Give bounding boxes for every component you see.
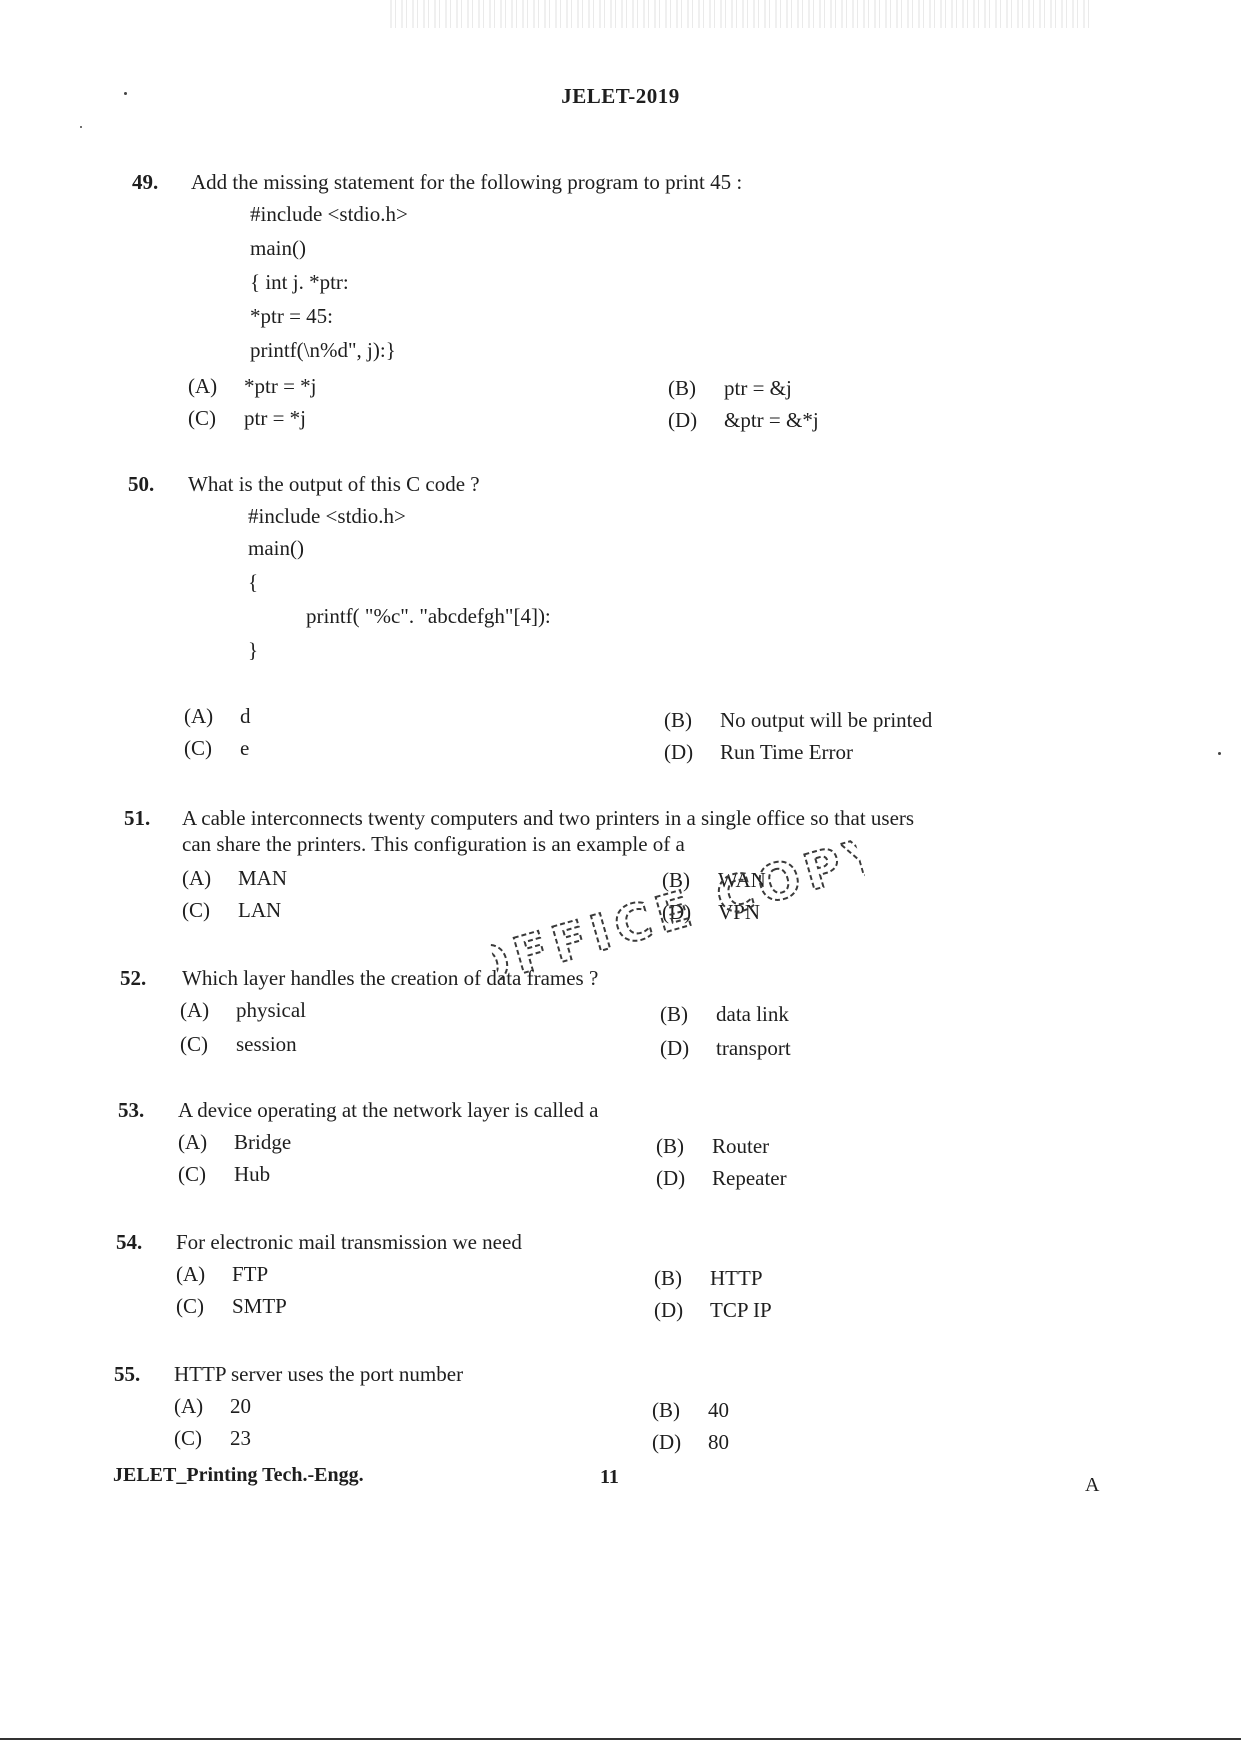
option-label: (B) — [652, 1398, 680, 1422]
option-label: (A) — [182, 866, 212, 890]
option-label: (C) — [178, 1162, 206, 1186]
footer-page-number: 11 — [600, 1466, 619, 1488]
svg-text:OFFICE COPY: OFFICE COPY — [482, 823, 874, 1000]
footer-subject: JELET_Printing Tech.-Engg. — [113, 1464, 364, 1486]
option-label: (D) — [654, 1298, 684, 1322]
code-line: printf( "%c". "abcdefgh"[4]): — [306, 604, 551, 628]
option-label: (D) — [656, 1166, 686, 1190]
question-number: 53. — [118, 1098, 145, 1122]
code-line: printf(\n%d", j):} — [250, 338, 396, 362]
option-label: (C) — [182, 898, 210, 922]
code-line: } — [248, 638, 259, 662]
option-c — [182, 898, 281, 923]
option-b — [664, 708, 932, 733]
option-text: Run Time Error — [720, 740, 854, 764]
option-text: ptr = *j — [244, 406, 307, 430]
option-a — [180, 998, 306, 1023]
scan-noise — [390, 0, 1090, 28]
option-text: Bridge — [234, 1130, 292, 1154]
option-label: (A) — [180, 998, 210, 1022]
option-text: HTTP — [710, 1266, 763, 1290]
option-label: (A) — [178, 1130, 208, 1154]
option-label: (D) — [660, 1036, 690, 1060]
question-text: A device operating at the network layer is called a — [178, 1098, 599, 1122]
option-text: SMTP — [232, 1294, 287, 1318]
option-text: physical — [236, 998, 306, 1022]
question-number: 51. — [124, 806, 151, 830]
question-text: A cable interconnects twenty computers and two printers in a single office so that users — [182, 806, 915, 830]
option-text: No output will be printed — [720, 708, 933, 732]
option-text: *ptr = *j — [244, 374, 317, 398]
question-number: 55. — [114, 1362, 141, 1386]
option-label: (C) — [176, 1294, 204, 1318]
option-text: MAN — [238, 866, 288, 890]
speck — [1218, 752, 1221, 755]
option-label: (B) — [654, 1266, 682, 1290]
question-number: 54. — [116, 1230, 143, 1254]
option-text: 80 — [708, 1430, 729, 1454]
option-c — [188, 406, 306, 431]
option-label: (C) — [180, 1032, 208, 1056]
option-text: VPN — [718, 900, 761, 924]
option-label: (D) — [668, 408, 698, 432]
code-line: main() — [248, 536, 304, 560]
option-a — [188, 374, 317, 399]
option-c — [180, 1032, 297, 1057]
option-b — [652, 1398, 729, 1423]
option-b — [654, 1266, 763, 1291]
option-text: Router — [712, 1134, 770, 1158]
option-d — [664, 740, 853, 765]
option-text: transport — [716, 1036, 791, 1060]
option-label: (D) — [664, 740, 694, 764]
option-label: (A) — [176, 1262, 206, 1286]
question-text: Add the missing statement for the following program to print 45 : — [191, 170, 743, 194]
option-c — [174, 1426, 251, 1451]
option-text: TCP IP — [710, 1298, 772, 1322]
question-text: can share the printers. This configuration is an example of a — [182, 832, 685, 856]
question-number: 50. — [128, 472, 155, 496]
option-text: FTP — [232, 1262, 269, 1286]
option-b — [660, 1002, 789, 1027]
option-d — [660, 1036, 791, 1061]
option-text: data link — [716, 1002, 789, 1026]
question-text: Which layer handles the creation of data frames ? — [182, 966, 599, 990]
option-label: (B) — [664, 708, 692, 732]
page-header-title: JELET-2019 — [561, 84, 680, 108]
code-line: { — [248, 570, 259, 594]
option-d — [668, 408, 819, 433]
code-line: #include <stdio.h> — [250, 202, 408, 226]
option-a — [182, 866, 287, 891]
question-text: For electronic mail transmission we need — [176, 1230, 522, 1254]
option-text: 40 — [708, 1398, 729, 1422]
option-b — [656, 1134, 769, 1159]
option-text: d — [240, 704, 251, 728]
option-text: WAN — [718, 868, 766, 892]
option-a — [184, 704, 251, 729]
code-line: { int j. *ptr: — [250, 270, 349, 294]
option-text: e — [240, 736, 250, 760]
option-a — [178, 1130, 291, 1155]
option-label: (D) — [662, 900, 692, 924]
option-text: ptr = &j — [724, 376, 792, 400]
option-c — [176, 1294, 287, 1319]
option-text: Hub — [234, 1162, 271, 1186]
option-label: (C) — [174, 1426, 202, 1450]
code-line: #include <stdio.h> — [248, 504, 406, 528]
option-d — [656, 1166, 787, 1191]
speck — [80, 126, 82, 128]
option-text: LAN — [238, 898, 282, 922]
question-text: HTTP server uses the port number — [174, 1362, 464, 1386]
option-label: (A) — [188, 374, 218, 398]
option-text: session — [236, 1032, 297, 1056]
option-d — [652, 1430, 729, 1455]
option-label: (B) — [668, 376, 696, 400]
option-text: 23 — [230, 1426, 251, 1450]
option-a — [174, 1394, 251, 1419]
option-label: (B) — [656, 1134, 684, 1158]
option-label: (A) — [174, 1394, 204, 1418]
question-number: 49. — [132, 170, 159, 194]
code-line: main() — [250, 236, 306, 260]
footer-set-code: A — [1085, 1474, 1100, 1496]
option-label: (A) — [184, 704, 214, 728]
option-label: (C) — [188, 406, 216, 430]
code-line: *ptr = 45: — [250, 304, 334, 328]
option-label: (C) — [184, 736, 212, 760]
option-label: (B) — [662, 868, 690, 892]
option-label: (B) — [660, 1002, 688, 1026]
option-text: 20 — [230, 1394, 251, 1418]
option-c — [178, 1162, 270, 1187]
question-number: 52. — [120, 966, 147, 990]
question-text: What is the output of this C code ? — [188, 472, 480, 496]
option-text: Repeater — [712, 1166, 787, 1190]
option-label: (D) — [652, 1430, 682, 1454]
option-a — [176, 1262, 268, 1287]
bottom-rule — [0, 1738, 1241, 1740]
option-d — [654, 1298, 772, 1323]
option-c — [184, 736, 249, 761]
option-b — [668, 376, 792, 401]
option-text: &ptr = &*j — [724, 408, 819, 432]
